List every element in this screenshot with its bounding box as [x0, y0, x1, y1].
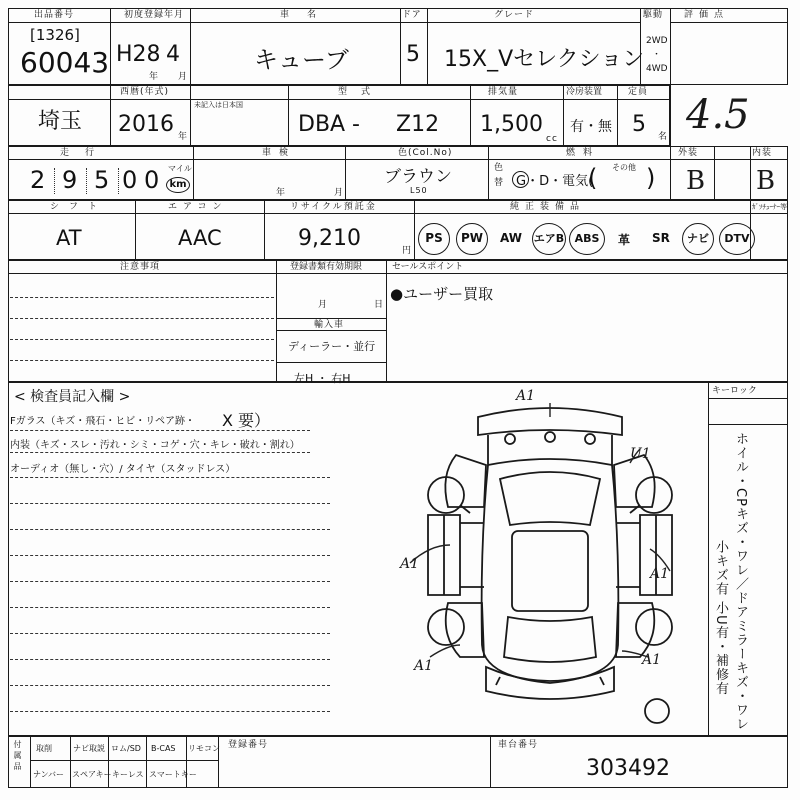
damage-mark-rear-right: A1 — [642, 652, 662, 668]
lot-number: 60043 — [20, 46, 110, 79]
capacity-unit: 名 — [658, 132, 669, 142]
mileage-unit-km — [166, 177, 190, 193]
score-value: 4.5 — [686, 92, 750, 138]
label-color: 色(Col.No) — [398, 148, 453, 158]
recycle-unit: 円 — [402, 246, 413, 256]
fuel-other-label: その他 — [612, 163, 636, 172]
sales-point-text: ●ユーザー買取 — [390, 285, 494, 303]
handle-side: 左H ・ 右H — [294, 372, 351, 385]
shift-value: AT — [56, 226, 82, 250]
label-first-reg: 初度登録年月 — [124, 10, 185, 20]
bottom-label-6: ナンバー — [33, 770, 65, 779]
equip-dtv-label: DTV — [724, 232, 750, 245]
label-capacity: 定員 — [628, 87, 649, 97]
bottom-label-1: 取削 — [36, 744, 52, 753]
inspector-line-interior: 内装（キズ・スレ・汚れ・シミ・コゲ・穴・キレ・破れ・割れ） — [10, 440, 300, 451]
label-ac-power: 冷房装置 — [566, 87, 603, 97]
label-model-year: 西暦(年式) — [120, 87, 170, 97]
fuel-open-paren: ( — [588, 164, 598, 192]
inspector-line-glass: Fガラス（キズ・飛石・ヒビ・リペア跡・ — [10, 416, 196, 427]
inspection-year-unit: 年 — [276, 188, 287, 198]
label-fuel: 燃料 — [566, 148, 601, 158]
bottom-label-2: ナビ取説 — [73, 744, 105, 753]
label-doors: ドア — [402, 10, 422, 20]
mileage-digit-3: 5 — [94, 166, 110, 194]
first-reg-era-year: H28 — [116, 42, 161, 67]
fuel-close: ) — [646, 164, 656, 192]
inspection-month-unit: 月 — [334, 188, 345, 198]
equip-sr: SR — [652, 231, 670, 245]
car-diagram — [400, 395, 700, 725]
label-exterior: 外装 — [678, 148, 699, 158]
label-chassis-no: 車台番号 — [498, 740, 539, 750]
displacement-value: 1,500 — [480, 112, 543, 137]
label-recycle: リサイクル預託金 — [290, 202, 377, 212]
bottom-label-4: B-CAS — [151, 744, 176, 753]
car-name: キューブ — [254, 46, 349, 74]
fuel-value: G・D・電気( — [516, 174, 594, 189]
chassis-no-value: 303492 — [586, 756, 670, 781]
color-change-label: 色替 — [492, 162, 502, 192]
mileage-digit-4: 0 — [122, 166, 138, 194]
import-dealer: ディーラー・並行 — [288, 340, 376, 353]
label-sales-point: セールスポイント — [392, 262, 464, 272]
label-displacement: 排気量 — [488, 87, 519, 97]
color-value: ブラウン — [384, 167, 452, 187]
glass-mark: X 要） — [222, 411, 271, 430]
ac-power-value: 有・無 — [570, 119, 612, 135]
mileage-digit-5: 0 — [144, 166, 160, 194]
mileage-unit-km-label: km — [169, 179, 187, 190]
label-reg-expiry: 登録書類有効期限 — [290, 262, 363, 272]
label-notes: 注意事項 — [120, 262, 161, 272]
label-shift: シフト — [50, 202, 108, 212]
equipment-extra-label: ｶﾞｿﾁｭｰﾅｰ等 — [752, 203, 787, 211]
vehicle-type-code: Z12 — [396, 112, 440, 137]
damage-mark-front-right: U1 — [630, 446, 651, 462]
label-vehicle-type: 型式 — [338, 87, 385, 97]
row4-frame — [8, 200, 788, 260]
damage-mark-right: A1 — [650, 566, 670, 582]
equip-pw — [456, 223, 488, 255]
bottom-label-8: キーレス — [112, 770, 144, 779]
bottom-label-3: ロム/SD — [111, 744, 141, 753]
first-reg-month: 4 — [166, 42, 180, 67]
model-year-value: 2016 — [118, 112, 174, 137]
equip-airbag — [532, 223, 566, 255]
capacity-value: 5 — [632, 112, 646, 137]
reg-expiry-day: 日 — [374, 300, 385, 310]
damage-mark-front: A1 — [516, 388, 536, 404]
first-reg-year-unit: 年 — [149, 72, 160, 82]
mileage-digit-1: 2 — [30, 166, 46, 194]
exterior-grade: B — [686, 166, 706, 196]
label-equipment: 純正装備品 — [510, 202, 586, 212]
label-car-name: 車名 — [280, 10, 335, 20]
first-reg-month-unit: 月 — [178, 72, 189, 82]
label-import: 輸入車 — [314, 320, 345, 330]
equip-leather: 革 — [618, 233, 631, 247]
bottom-label-9: スマートキー — [149, 770, 197, 779]
equip-dtv — [719, 223, 755, 255]
label-grade: グレード — [494, 10, 535, 20]
equip-abs — [569, 223, 605, 255]
recycle-value: 9,210 — [298, 226, 361, 251]
label-drive: 駆動 — [643, 10, 664, 20]
label-key-lock: キーロック — [712, 386, 757, 396]
damage-mark-left: A1 — [400, 556, 420, 572]
bottom-side-label: 付属品 — [13, 740, 22, 773]
equip-airbag-label: エアB — [533, 232, 565, 245]
equip-pw-label: PW — [460, 231, 484, 245]
drive-dot: ・ — [652, 50, 662, 60]
row5-frame — [8, 260, 788, 382]
color-code: L50 — [410, 186, 428, 195]
label-aircon: エアコン — [168, 202, 228, 212]
displacement-unit: cc — [546, 134, 558, 144]
label-lot-no: 出品番号 — [34, 10, 75, 20]
bottom-label-7: スペアキー — [72, 770, 112, 779]
drive-4wd: 4WD — [646, 64, 668, 74]
region-value: 埼玉 — [38, 109, 83, 134]
equip-ps — [418, 223, 450, 255]
side-note-1: ホイル・CPキズ・ワレ／ドアミラーキズ・ワレ — [733, 432, 748, 731]
equip-abs-label: ABS — [574, 232, 600, 245]
mileage-unit-mile: マイル — [168, 164, 192, 173]
equip-aw: AW — [500, 231, 522, 245]
label-score: 評価点 — [684, 10, 730, 20]
side-note-2: 小キズ有 小U有・補修有 — [713, 540, 728, 696]
model-year-unit: 年 — [178, 132, 189, 142]
reg-expiry-month: 月 — [318, 300, 329, 310]
lot-bracket: [1326] — [30, 26, 80, 44]
damage-mark-rear-left: A1 — [414, 658, 434, 674]
label-interior: 内装 — [752, 148, 773, 158]
aircon-value: AAC — [178, 226, 222, 250]
interior-grade: B — [756, 166, 776, 196]
inspector-title: < 検査員記入欄 > — [14, 389, 131, 405]
drive-2wd: 2WD — [646, 36, 668, 46]
label-reg-no: 登録番号 — [228, 740, 269, 750]
equip-navi-label: ナビ — [687, 232, 709, 245]
equip-ps-label: PS — [425, 231, 443, 245]
grade-value: 15X_Vセレクション — [444, 47, 645, 72]
doors-value: 5 — [406, 42, 420, 67]
inspector-line-audio: オーディオ（無し・穴）/ タイヤ（スタッドレス） — [10, 464, 236, 475]
bottom-label-5: リモコン — [188, 744, 220, 753]
equip-navi — [682, 223, 714, 255]
vehicle-type-sep: - — [352, 112, 360, 137]
reg-note: 未記入は日本国 — [194, 101, 243, 109]
mileage-digit-2: 9 — [62, 166, 78, 194]
label-inspection: 車検 — [262, 148, 297, 158]
vehicle-type-prefix: DBA — [298, 112, 346, 137]
label-mileage: 走行 — [60, 148, 111, 158]
